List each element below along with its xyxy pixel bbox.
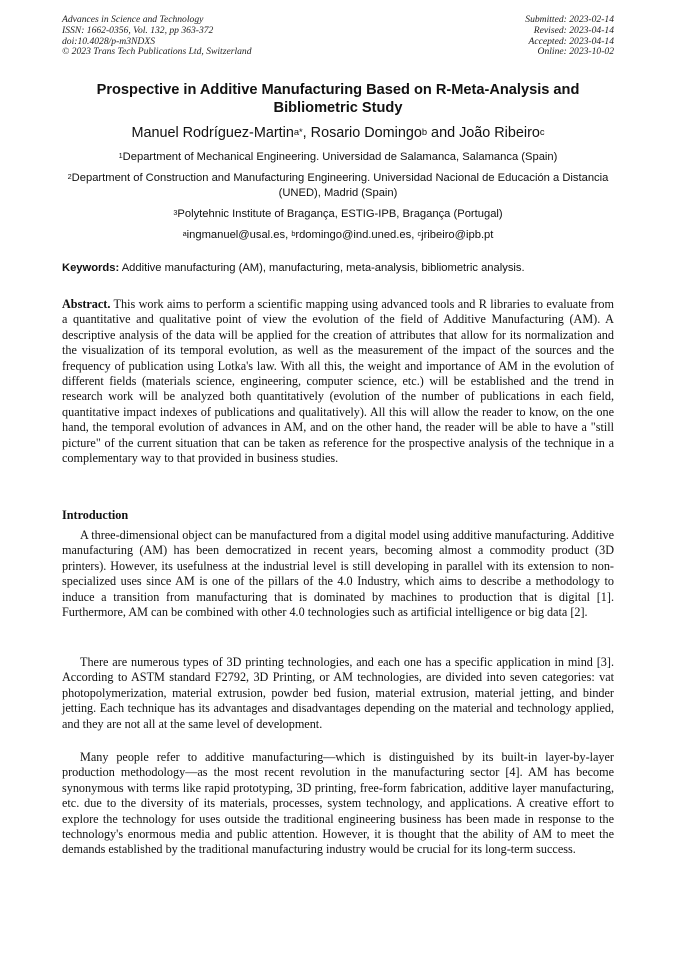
email-mark: a [182, 229, 187, 238]
affiliation-3 [62, 207, 614, 222]
email-mark: b [291, 229, 296, 238]
affiliation-text: Department of Mechanical Engineering. Universidad de Salamanca, Salamanca (Spain) [122, 151, 558, 163]
affiliation-2 [62, 171, 614, 200]
email-address[interactable]: rdomingo@ind.uned.es, [295, 229, 418, 241]
email-mark: c [417, 229, 422, 238]
abstract-label: Abstract. [62, 297, 111, 311]
affiliation-1 [62, 150, 614, 165]
keywords-label: Keywords: [62, 262, 120, 274]
author-name: Rosario Domingo [310, 125, 422, 141]
affiliation-text: Polytehnic Institute of Bragança, ESTIG-IPB, Bragança (Portugal) [177, 208, 503, 220]
affiliation-number: 3 [173, 208, 178, 217]
author-affiliation-mark: a* [293, 127, 303, 137]
revised-date: Revised: 2023-04-14 [533, 24, 614, 36]
intro-paragraph-3: Many people refer to additive manufacturing—which is distinguished by its built-in layer-by-layer production methodology—as the most recent revolution in the manufacturing sector [4]. AM has become synonymous with terms like rapid prototyping, 3D printing, free-form fabrication, additive layer manufacturing, etc. due to the diversity of its materials, processes, system technology, and applications. A creative effort to explore the technology for uses outside the traditional engineering business has been made in response to the technology's enormous media and public attention. However, it is thought that the ability of AM to meet the demands established by the traditional manufacturing industry would be crucial for its long-term success. [62, 750, 614, 857]
intro-paragraph-2: There are numerous types of 3D printing technologies, and each one has a specific application in mind [3]. According to ASTM standard F2792, 3D Printing, or AM technologies, are divided into seven categories: vat photopolymerization, material extrusion, powder bed fusion, material extrusion, material jetting, and binder jetting. Each technique has its advantages and disadvantages depending on the material and technology applied, and they are not all at the same level of development. [62, 655, 614, 731]
journal-header-left [62, 15, 252, 58]
online-date: Online: 2023-10-02 [537, 46, 614, 58]
email-address[interactable]: jribeiro@ipb.pt [421, 229, 494, 241]
affiliation-number: 2 [67, 172, 72, 181]
intro-paragraph-1: A three-dimensional object can be manufactured from a digital model using additive manufacturing. Additive manufacturing (AM) has been democratized in recent years, becoming almost a commodity product (3D printers). However, its usefulness at the industrial level is still developing in parallel with its extension to non-specialized uses since AM is one of the pillars of the 4.0 Industry, which aims to describe a methodology to induce a transition from manufacturing that is dominated by machines to production that is digital [1]. Furthermore, AM can be combined with other 4.0 technologies such as artificial intelligence or big data [2]. [62, 528, 614, 620]
author-separator: , [302, 125, 311, 141]
affiliation-number: 1 [118, 151, 123, 160]
author-name: João Ribeiro [459, 125, 540, 141]
abstract-block [62, 297, 614, 466]
issn-line: ISSN: 1662-0356, Vol. 132, pp 363-372 [62, 24, 214, 36]
author-name: Manuel Rodríguez-Martin [131, 125, 294, 141]
paper-title: Prospective in Additive Manufacturing Based on R-Meta-Analysis and Bibliometric Study [96, 82, 580, 116]
doi-line: doi:10.4028/p-m3NDXS [62, 35, 156, 47]
author-list [62, 124, 614, 142]
author-separator: and [427, 125, 460, 141]
author-affiliation-mark: b [421, 127, 428, 137]
author-affiliation-mark: c [539, 127, 545, 137]
abstract-text: This work aims to perform a scientific mapping using advanced tools and R libraries to evaluate from a quantitative and qualitative point of view the evolution of the field of Additive Manufacturing (AM). A descriptive analysis of the data will be applied for the creation of attributes that allow for its normalization and the visualization of its temporal evolution, as well as the measurement of the impact of the sources and the frequency of publication using Lotka's law. With all this, the weight and importance of AM in the evolution of different fields (materials science, engineering, computer science, etc.) will be established and the trend in research work will be analyzed both quantitatively (evolution of the number of publications in each field, quantitative impact indexes of publications and qualitatively). All this will allow the reader to know, on the one hand, the temporal evolution of advances in AM, and on the other hand, the reader will be able to have a "still picture" of the current situation that can be taken as reference for the prospective analysis of the technique in a complementary way to that provided in business studies. [62, 297, 614, 466]
email-line [62, 228, 614, 243]
affiliation-text: Department of Construction and Manufacturing Engineering. Universidad Nacional de Educación a Distancia (UNED), Madrid (Spain) [71, 172, 609, 199]
email-address[interactable]: ingmanuel@usal.es, [186, 229, 292, 241]
copyright-line: © 2023 Trans Tech Publications Ltd, Switzerland [62, 46, 252, 58]
journal-header-right [525, 15, 614, 58]
journal-name: Advances in Science and Technology [62, 14, 204, 25]
accepted-date: Accepted: 2023-04-14 [528, 35, 614, 47]
submitted-date: Submitted: 2023-02-14 [525, 14, 614, 25]
keywords-block [62, 261, 614, 275]
section-heading-introduction: Introduction [62, 508, 129, 522]
keywords-text: Additive manufacturing (AM), manufacturing, meta-analysis, bibliometric analysis. [119, 262, 525, 274]
